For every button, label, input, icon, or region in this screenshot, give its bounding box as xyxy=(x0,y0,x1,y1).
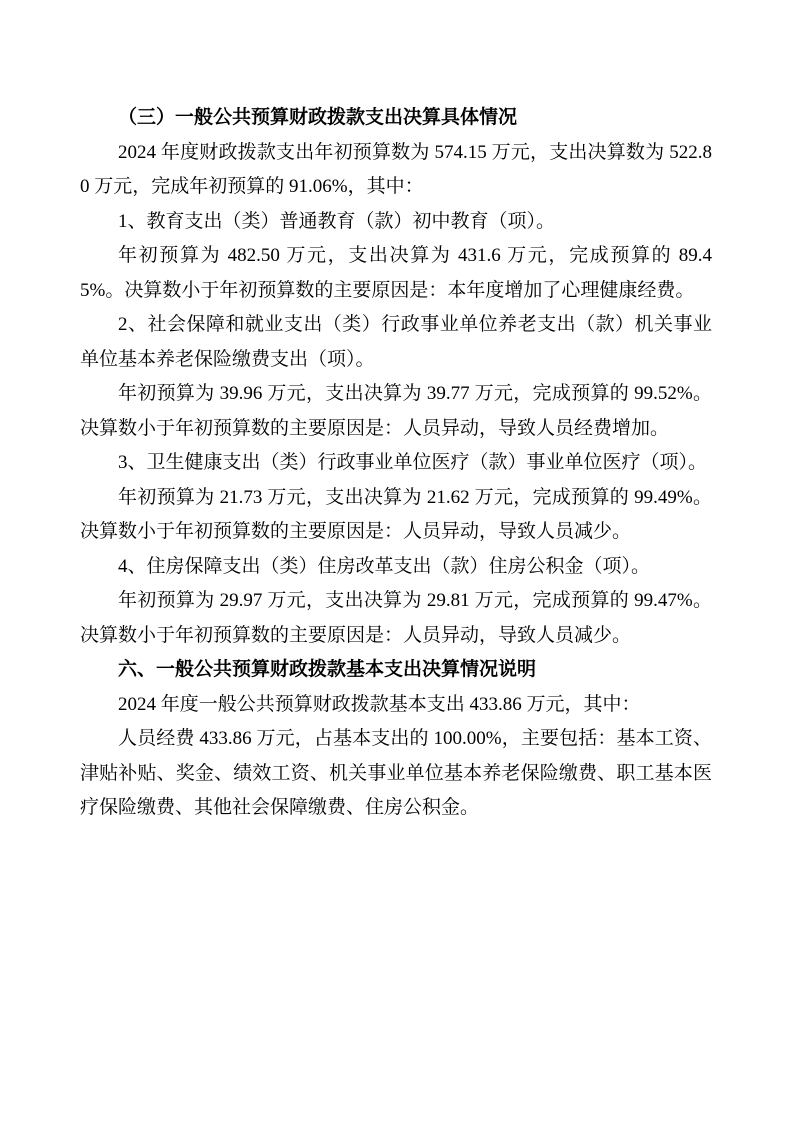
paragraph-item4-housing-title: 4、住房保障支出（类）住房改革支出（款）住房公积金（项）。 xyxy=(118,555,651,577)
paragraph-item2-social-security-detail: 年初预算为 39.96 万元，支出决算为 39.77 万元，完成预算的 99.52%。决算数小于年初预算数的主要原因是：人员异动，导致人员经费增加。 xyxy=(80,383,712,439)
paragraph-personnel-expenses-detail: 人员经费 433.86 万元，占基本支出的 100.00%，主要包括：基本工资、津贴补贴、奖金、绩效工资、机关事业单位基本养老保险缴费、职工基本医疗保险缴费、其他社会保障缴费、住房公积金。 xyxy=(80,728,712,818)
paragraph-item1-education-title: 1、教育支出（类）普通教育（款）初中教育（项）。 xyxy=(118,210,556,232)
paragraph-item2-social-security-title: 2、社会保障和就业支出（类）行政事业单位养老支出（款）机关事业单位基本养老保险缴费支出（项）。 xyxy=(80,314,712,370)
section-heading-general-budget-expenditure-details: （三）一般公共预算财政拨款支出决算具体情况 xyxy=(118,107,518,128)
paragraph-item3-health-detail: 年初预算为 21.73 万元，支出决算为 21.62 万元，完成预算的 99.49%。决算数小于年初预算数的主要原因是：人员异动，导致人员减少。 xyxy=(80,486,712,542)
section-heading-basic-expenditure-explanation: 六、一般公共预算财政拨款基本支出决算情况说明 xyxy=(118,659,537,680)
paragraph-overall-budget-summary: 2024 年度财政拨款支出年初预算数为 574.15 万元，支出决算数为 522.80 万元，完成年初预算的 91.06%，其中： xyxy=(80,141,712,197)
paragraph-item4-housing-detail: 年初预算为 29.97 万元，支出决算为 29.81 万元，完成预算的 99.47%。决算数小于年初预算数的主要原因是：人员异动，导致人员减少。 xyxy=(80,590,712,646)
paragraph-item3-health-title: 3、卫生健康支出（类）行政事业单位医疗（款）事业单位医疗（项）。 xyxy=(118,452,708,473)
paragraph-item1-education-detail: 年初预算为 482.50 万元，支出决算为 431.6 万元，完成预算的 89.45%。决算数小于年初预算数的主要原因是：本年度增加了心理健康经费。 xyxy=(80,245,712,301)
paragraph-basic-expenditure-summary: 2024 年度一般公共预算财政拨款基本支出 433.86 万元，其中： xyxy=(118,693,641,715)
